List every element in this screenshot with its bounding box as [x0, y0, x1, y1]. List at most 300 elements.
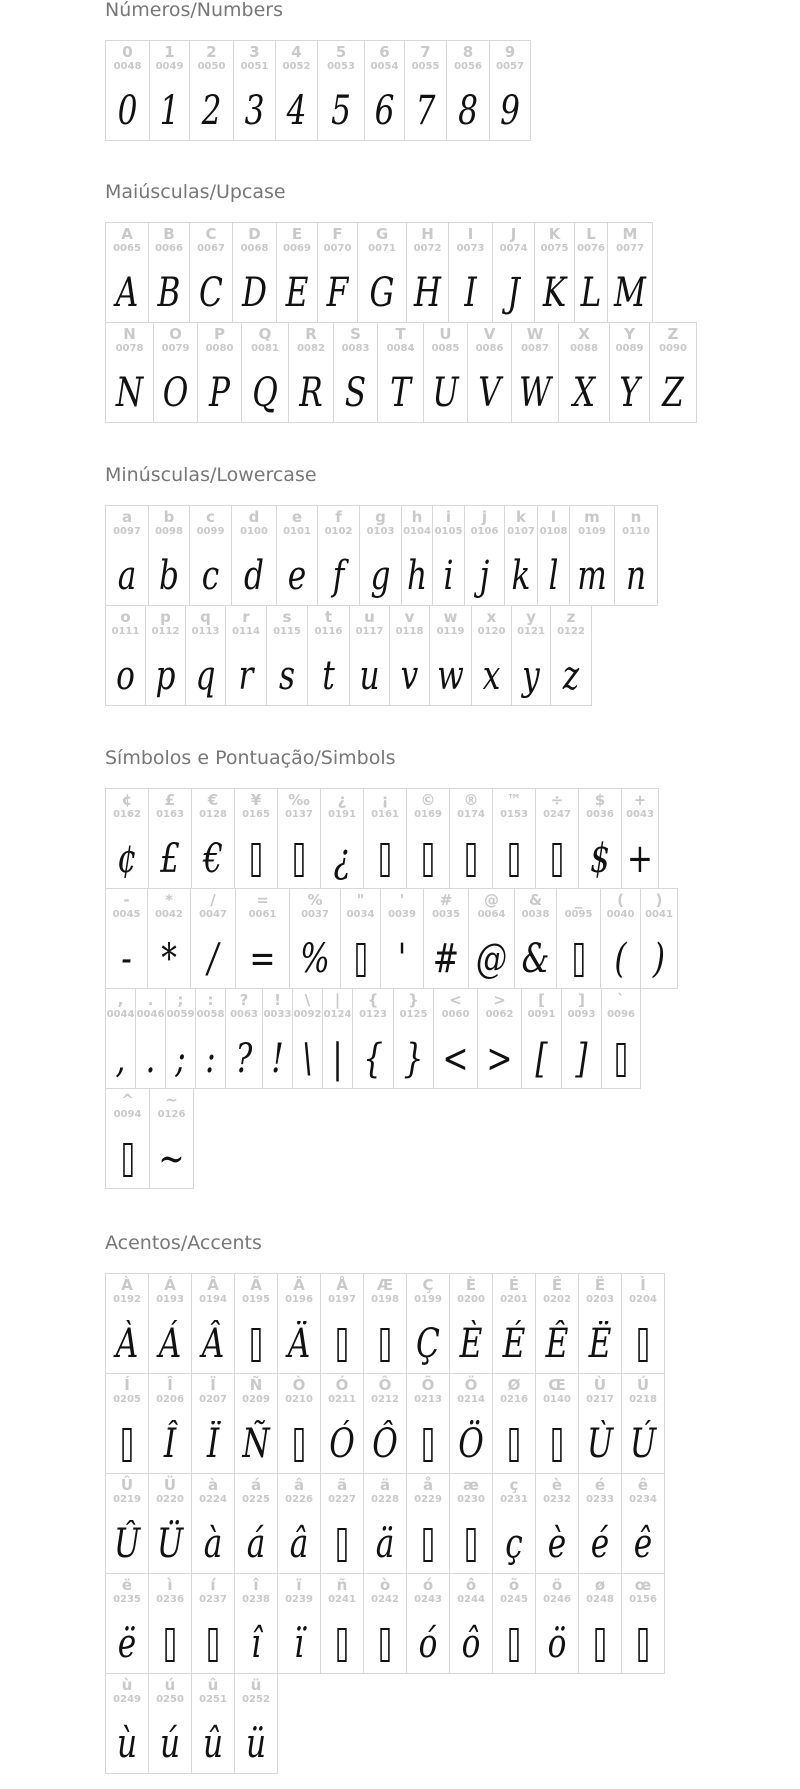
glyph-char-label: À — [121, 1276, 133, 1294]
glyph-cell — [320, 1273, 364, 1374]
missing-glyph-box — [455, 833, 488, 885]
glyph-cell — [537, 505, 570, 606]
glyph-char-label: M — [622, 225, 638, 243]
glyph-code-label: 0245 — [500, 1594, 528, 1605]
glyph-char-label: p — [160, 608, 171, 626]
glyph-cell — [149, 40, 190, 141]
glyph-char-label: q — [200, 608, 211, 626]
glyph-cell — [234, 1573, 278, 1674]
glyph-char-label: x — [486, 608, 497, 626]
glyph-cell — [231, 505, 277, 606]
glyph-row — [105, 1373, 664, 1473]
glyph-char-label: É — [508, 1276, 520, 1294]
glyph-char-label: c — [206, 508, 215, 526]
glyph-sample: Ù — [586, 1421, 614, 1467]
glyph-cell — [148, 1373, 192, 1474]
glyph-sample: j — [479, 553, 490, 599]
glyph-sample: Ï — [206, 1421, 220, 1467]
glyph-cell — [363, 1373, 407, 1474]
glyph-char-label: W — [526, 325, 544, 343]
glyph-sample: % — [300, 936, 330, 982]
glyph-code-label: 0072 — [413, 243, 442, 254]
glyph-char-label: n — [630, 508, 642, 526]
glyph-code-label: 0049 — [155, 61, 184, 72]
glyph-code-label: 0104 — [403, 526, 431, 537]
missing-glyph-box — [627, 1618, 660, 1670]
glyph-cell — [195, 988, 226, 1089]
glyph-code-label: 0201 — [500, 1294, 528, 1305]
glyph-cell — [429, 605, 472, 706]
missing-glyph-box — [369, 1618, 402, 1670]
glyph-code-label: 0082 — [297, 343, 325, 354]
glyph-sample: v — [400, 653, 419, 699]
glyph-sample: Á — [158, 1321, 182, 1367]
glyph-code-label: 0236 — [156, 1594, 184, 1605]
glyph-cell — [241, 322, 289, 423]
glyph-cell — [621, 1573, 665, 1674]
glyph-sample: h — [406, 553, 428, 599]
glyph-cell — [191, 1473, 235, 1574]
glyph-char-label: E — [291, 225, 303, 243]
glyph-sample: i — [443, 553, 454, 599]
missing-glyph-box — [412, 1518, 445, 1570]
glyph-cell — [149, 1088, 194, 1189]
glyph-code-label: 0112 — [151, 626, 180, 637]
glyph-char-label: 9 — [504, 43, 516, 61]
glyph-cell — [621, 1373, 665, 1474]
glyph-cell — [277, 1573, 321, 1674]
glyph-code-label: 0107 — [507, 526, 535, 537]
glyph-char-label: z — [566, 608, 576, 626]
glyph-cell — [574, 222, 608, 323]
missing-glyph-icon — [122, 1428, 131, 1462]
glyph-char-label: ã — [336, 1476, 348, 1494]
glyph-code-label: 0217 — [586, 1394, 614, 1405]
glyph-cell — [105, 988, 136, 1089]
glyph-char-label: è — [551, 1476, 563, 1494]
glyph-code-label: 0114 — [232, 626, 260, 637]
glyph-cell — [191, 1573, 235, 1674]
glyph-row — [105, 505, 657, 605]
glyph-code-label: 0195 — [242, 1294, 270, 1305]
glyph-cell — [105, 322, 154, 423]
glyph-char-label: k — [516, 508, 526, 526]
glyph-char-label: R — [305, 325, 317, 343]
glyph-cell — [569, 505, 615, 606]
glyph-cell — [262, 988, 293, 1089]
glyph-char-label: © — [420, 791, 436, 809]
glyph-code-label: 0070 — [323, 243, 352, 254]
glyph-char-label: Á — [164, 1276, 176, 1294]
missing-glyph-icon — [337, 1528, 346, 1562]
glyph-char-label: û — [207, 1676, 219, 1694]
glyph-char-label: é — [594, 1476, 606, 1494]
missing-glyph-box — [412, 1418, 445, 1470]
glyph-cell — [614, 505, 658, 606]
glyph-sample: . — [145, 1036, 156, 1082]
glyph-code-label: 0091 — [527, 1009, 556, 1020]
glyph-sample: 3 — [244, 88, 265, 134]
missing-glyph-box — [369, 1318, 402, 1370]
glyph-grid — [105, 505, 657, 705]
missing-glyph-icon — [337, 1628, 346, 1662]
glyph-char-label: i — [445, 508, 452, 526]
glyph-sample: É — [502, 1321, 526, 1367]
glyph-sample: O — [162, 370, 189, 416]
glyph-code-label: 0125 — [399, 1009, 428, 1020]
glyph-cell — [550, 605, 592, 706]
glyph-cell — [558, 322, 610, 423]
glyph-sample: m — [577, 553, 607, 599]
glyph-cell — [514, 888, 557, 989]
missing-glyph-icon — [423, 843, 432, 877]
glyph-cell — [147, 888, 191, 989]
glyph-char-label: Å — [336, 1276, 348, 1294]
glyph-cell — [145, 605, 186, 706]
glyph-char-label: ú — [164, 1676, 176, 1694]
glyph-code-label: 0191 — [328, 809, 356, 820]
glyph-row — [105, 605, 657, 705]
section-2 — [105, 465, 657, 705]
missing-glyph-icon — [423, 1528, 432, 1562]
glyph-code-label: 0224 — [199, 1494, 227, 1505]
glyph-code-label: 0064 — [477, 909, 506, 920]
glyph-char-label: å — [422, 1476, 434, 1494]
glyph-sample: T — [390, 370, 411, 416]
glyph-char-label: C — [205, 225, 217, 243]
glyph-char-label: w — [443, 608, 458, 626]
glyph-code-label: 0153 — [500, 809, 528, 820]
missing-glyph-box — [111, 1418, 144, 1470]
glyph-char-label: ä — [379, 1476, 391, 1494]
missing-glyph-box — [606, 1033, 636, 1085]
glyph-cell — [535, 1273, 579, 1374]
missing-glyph-icon — [595, 1628, 604, 1662]
glyph-cell — [423, 888, 469, 989]
section-3 — [105, 748, 677, 1188]
glyph-cell — [148, 1673, 192, 1774]
glyph-char-label: @ — [484, 891, 499, 909]
glyph-sample: ] — [575, 1036, 588, 1082]
glyph-code-label: 0105 — [434, 526, 463, 537]
glyph-char-label: j — [481, 508, 488, 526]
glyph-char-label: Ï — [210, 1376, 216, 1394]
missing-glyph-box — [498, 833, 531, 885]
glyph-sample: é — [590, 1521, 610, 1567]
glyph-code-label: 0075 — [540, 243, 569, 254]
glyph-code-label: 0109 — [578, 526, 606, 537]
glyph-sample: Ç — [416, 1321, 440, 1367]
glyph-cell — [289, 888, 341, 989]
glyph-sample: $ — [590, 836, 610, 882]
glyph-sample: î — [251, 1621, 261, 1667]
glyph-char-label: > — [493, 991, 506, 1009]
glyph-cell — [363, 1473, 407, 1574]
glyph-cell — [609, 322, 650, 423]
glyph-code-label: 0081 — [251, 343, 279, 354]
glyph-cell — [197, 322, 242, 423]
missing-glyph-icon — [123, 1143, 132, 1177]
missing-glyph-box — [562, 933, 596, 985]
glyph-code-label: 0116 — [314, 626, 343, 637]
glyph-code-label: 0233 — [586, 1494, 614, 1505]
glyph-char-label: 4 — [291, 43, 302, 61]
missing-glyph-icon — [251, 1328, 260, 1362]
glyph-code-label: 0106 — [470, 526, 499, 537]
glyph-code-label: 0156 — [629, 1594, 657, 1605]
glyph-sample: 9 — [500, 88, 520, 134]
glyph-char-label: 3 — [249, 43, 260, 61]
glyph-sample: Z — [662, 370, 684, 416]
glyph-row — [105, 1088, 677, 1188]
glyph-code-label: 0120 — [477, 626, 506, 637]
glyph-code-label: 0238 — [242, 1594, 270, 1605]
glyph-code-label: 0034 — [346, 909, 375, 920]
glyph-cell — [105, 1473, 149, 1574]
glyph-code-label: 0209 — [242, 1394, 270, 1405]
glyph-char-label: s — [282, 608, 292, 626]
glyph-sample: W — [518, 370, 552, 416]
glyph-code-label: 0119 — [436, 626, 465, 637]
glyph-char-label: h — [411, 508, 423, 526]
glyph-code-label: 0097 — [113, 526, 141, 537]
glyph-code-label: 0206 — [156, 1394, 184, 1405]
glyph-cell — [357, 222, 407, 323]
glyph-code-label: 0205 — [113, 1394, 141, 1405]
glyph-code-label: 0229 — [414, 1494, 442, 1505]
glyph-cell — [492, 1373, 536, 1474]
glyph-cell — [234, 1473, 278, 1574]
glyph-code-label: 0073 — [456, 243, 485, 254]
glyph-sample: g — [370, 553, 391, 599]
glyph-code-label: 0077 — [616, 243, 644, 254]
glyph-char-label: # — [439, 891, 453, 909]
glyph-sample: / — [207, 936, 219, 982]
glyph-sample: z — [562, 653, 580, 699]
glyph-cell — [148, 788, 192, 889]
glyph-char-label: ( — [617, 891, 624, 909]
glyph-char-label: r — [242, 608, 250, 626]
glyph-cell — [449, 788, 493, 889]
glyph-char-label: a — [121, 508, 133, 526]
glyph-char-label: Ü — [163, 1476, 177, 1494]
glyph-cell — [105, 505, 149, 606]
glyph-sample: N — [115, 370, 144, 416]
glyph-cell — [266, 605, 308, 706]
glyph-row — [105, 788, 677, 888]
missing-glyph-box — [326, 1618, 359, 1670]
glyph-cell — [449, 1373, 493, 1474]
glyph-cell — [578, 1473, 622, 1574]
missing-glyph-box — [412, 833, 445, 885]
glyph-row — [105, 222, 696, 322]
glyph-code-label: 0122 — [557, 626, 585, 637]
glyph-code-label: 0062 — [485, 1009, 514, 1020]
glyph-char-label: H — [421, 225, 434, 243]
glyph-code-label: 0239 — [285, 1594, 313, 1605]
glyph-code-label: 0162 — [113, 809, 141, 820]
glyph-code-label: 0249 — [113, 1694, 141, 1705]
glyph-char-label: Ã — [250, 1276, 262, 1294]
glyph-cell — [477, 988, 522, 1089]
glyph-code-label: 0100 — [240, 526, 268, 537]
glyph-sample: l — [548, 553, 559, 599]
glyph-sample: ~ — [158, 1136, 185, 1182]
glyph-char-label: } — [408, 991, 419, 1009]
glyph-char-label: u — [364, 608, 375, 626]
glyph-char-label: ó — [422, 1576, 434, 1594]
glyph-code-label: 0096 — [607, 1009, 635, 1020]
glyph-cell — [148, 1573, 192, 1674]
glyph-sample: 2 — [201, 88, 222, 134]
section-title: Símbolos e Pontuação/Simbols — [105, 747, 396, 769]
glyph-code-label: 0230 — [457, 1494, 485, 1505]
glyph-char-label: f — [335, 508, 342, 526]
glyph-cell — [234, 1673, 278, 1774]
glyph-char-label: ê — [637, 1476, 649, 1494]
glyph-cell — [191, 1273, 235, 1374]
glyph-sample: t — [322, 653, 335, 699]
glyph-code-label: 0244 — [457, 1594, 485, 1605]
glyph-code-label: 0251 — [199, 1694, 227, 1705]
glyph-sample: r — [238, 653, 254, 699]
glyph-cell — [377, 322, 424, 423]
glyph-sample: M — [614, 270, 646, 316]
glyph-cell — [148, 1273, 192, 1374]
glyph-code-label: 0080 — [205, 343, 234, 354]
glyph-code-label: 0058 — [196, 1009, 225, 1020]
missing-glyph-box — [240, 1318, 273, 1370]
glyph-char-label: ] — [578, 991, 585, 1009]
missing-glyph-box — [326, 1518, 359, 1570]
glyph-code-label: 0088 — [570, 343, 598, 354]
glyph-code-label: 0061 — [248, 909, 277, 920]
glyph-code-label: 0095 — [564, 909, 593, 920]
glyph-cell — [185, 605, 226, 706]
glyph-code-label: 0057 — [496, 61, 524, 72]
glyph-cell — [148, 505, 190, 606]
glyph-cell — [433, 988, 478, 1089]
glyph-sample: Y — [619, 370, 640, 416]
glyph-char-label: Ä — [293, 1276, 305, 1294]
glyph-cell — [432, 505, 465, 606]
glyph-cell — [406, 1573, 450, 1674]
glyph-cell — [105, 1088, 150, 1189]
glyph-cell — [277, 1373, 321, 1474]
glyph-cell — [449, 1273, 493, 1374]
glyph-cell — [406, 222, 449, 323]
glyph-cell — [535, 1373, 579, 1474]
glyph-char-label: V — [483, 325, 496, 343]
glyph-sample: u — [359, 653, 380, 699]
glyph-char-label: Q — [258, 325, 272, 343]
glyph-sample: Ñ — [242, 1421, 270, 1467]
glyph-sample: Â — [201, 1321, 225, 1367]
glyph-char-label: ç — [509, 1476, 519, 1494]
glyph-sample: , — [115, 1036, 126, 1082]
glyph-sample: p — [155, 653, 176, 699]
glyph-code-label: 0214 — [457, 1394, 485, 1405]
missing-glyph-icon — [509, 1428, 518, 1462]
glyph-char-label: Z — [667, 325, 679, 343]
missing-glyph-icon — [337, 1328, 346, 1362]
glyph-sample: L — [580, 270, 602, 316]
glyph-cell — [292, 988, 323, 1089]
missing-glyph-icon — [509, 843, 518, 877]
glyph-sample: E — [285, 270, 309, 316]
glyph-char-label: Û — [120, 1476, 134, 1494]
glyph-sample: d — [244, 553, 264, 599]
glyph-cell — [234, 788, 278, 889]
missing-glyph-box — [627, 1318, 660, 1370]
missing-glyph-icon — [552, 1428, 561, 1462]
glyph-char-label: _ — [574, 891, 583, 909]
missing-glyph-icon — [165, 1628, 174, 1662]
glyph-code-label: 0196 — [285, 1294, 313, 1305]
glyph-code-label: 0069 — [283, 243, 311, 254]
glyph-char-label: ¢ — [121, 791, 133, 809]
glyph-sample: - — [121, 936, 132, 982]
glyph-char-label: ô — [465, 1576, 477, 1594]
glyph-sample: V — [478, 370, 501, 416]
section-4 — [105, 1233, 664, 1773]
glyph-sample: [ — [535, 1036, 548, 1082]
section-1 — [105, 182, 696, 422]
missing-glyph-icon — [466, 843, 475, 877]
missing-glyph-icon — [356, 943, 365, 977]
glyph-char-label: 6 — [379, 43, 390, 61]
missing-glyph-box — [240, 833, 273, 885]
glyph-char-label: ? — [239, 991, 249, 1009]
glyph-code-label: 0252 — [242, 1694, 270, 1705]
glyph-code-label: 0038 — [521, 909, 550, 920]
glyph-char-label: L — [586, 225, 596, 243]
glyph-cell — [105, 1573, 149, 1674]
glyph-code-label: 0204 — [629, 1294, 657, 1305]
missing-glyph-icon — [552, 843, 561, 877]
glyph-cell — [333, 322, 378, 423]
glyph-code-label: 0060 — [441, 1009, 470, 1020]
glyph-code-label: 0074 — [499, 243, 528, 254]
glyph-sample: Q — [252, 370, 278, 416]
section-title: Maiúsculas/Upcase — [105, 181, 286, 203]
glyph-code-label: 0055 — [411, 61, 440, 72]
glyph-char-label: Ø — [507, 1376, 521, 1394]
glyph-code-label: 0169 — [414, 809, 442, 820]
glyph-sample: ( — [614, 936, 627, 982]
glyph-char-label: Õ — [421, 1376, 435, 1394]
glyph-code-label: 0093 — [567, 1009, 596, 1020]
glyph-code-label: 0197 — [328, 1294, 356, 1305]
glyph-code-label: 0089 — [615, 343, 644, 354]
glyph-char-label: ò — [379, 1576, 391, 1594]
glyph-sample: á — [246, 1521, 266, 1567]
glyph-code-label: 0048 — [113, 61, 142, 72]
glyph-char-label: ~ — [165, 1091, 178, 1109]
glyph-char-label: $ — [594, 791, 606, 809]
glyph-sample: I — [464, 270, 477, 316]
glyph-code-label: 0045 — [112, 909, 141, 920]
glyph-cell — [276, 505, 318, 606]
glyph-cell — [401, 505, 433, 606]
glyph-char-label: X — [578, 325, 590, 343]
glyph-char-label: ù — [121, 1676, 133, 1694]
glyph-char-label: Î — [167, 1376, 173, 1394]
glyph-sample: y — [522, 653, 540, 699]
glyph-code-label: 0039 — [388, 909, 416, 920]
glyph-char-label: 5 — [335, 43, 347, 61]
glyph-sample: 0 — [117, 88, 138, 134]
